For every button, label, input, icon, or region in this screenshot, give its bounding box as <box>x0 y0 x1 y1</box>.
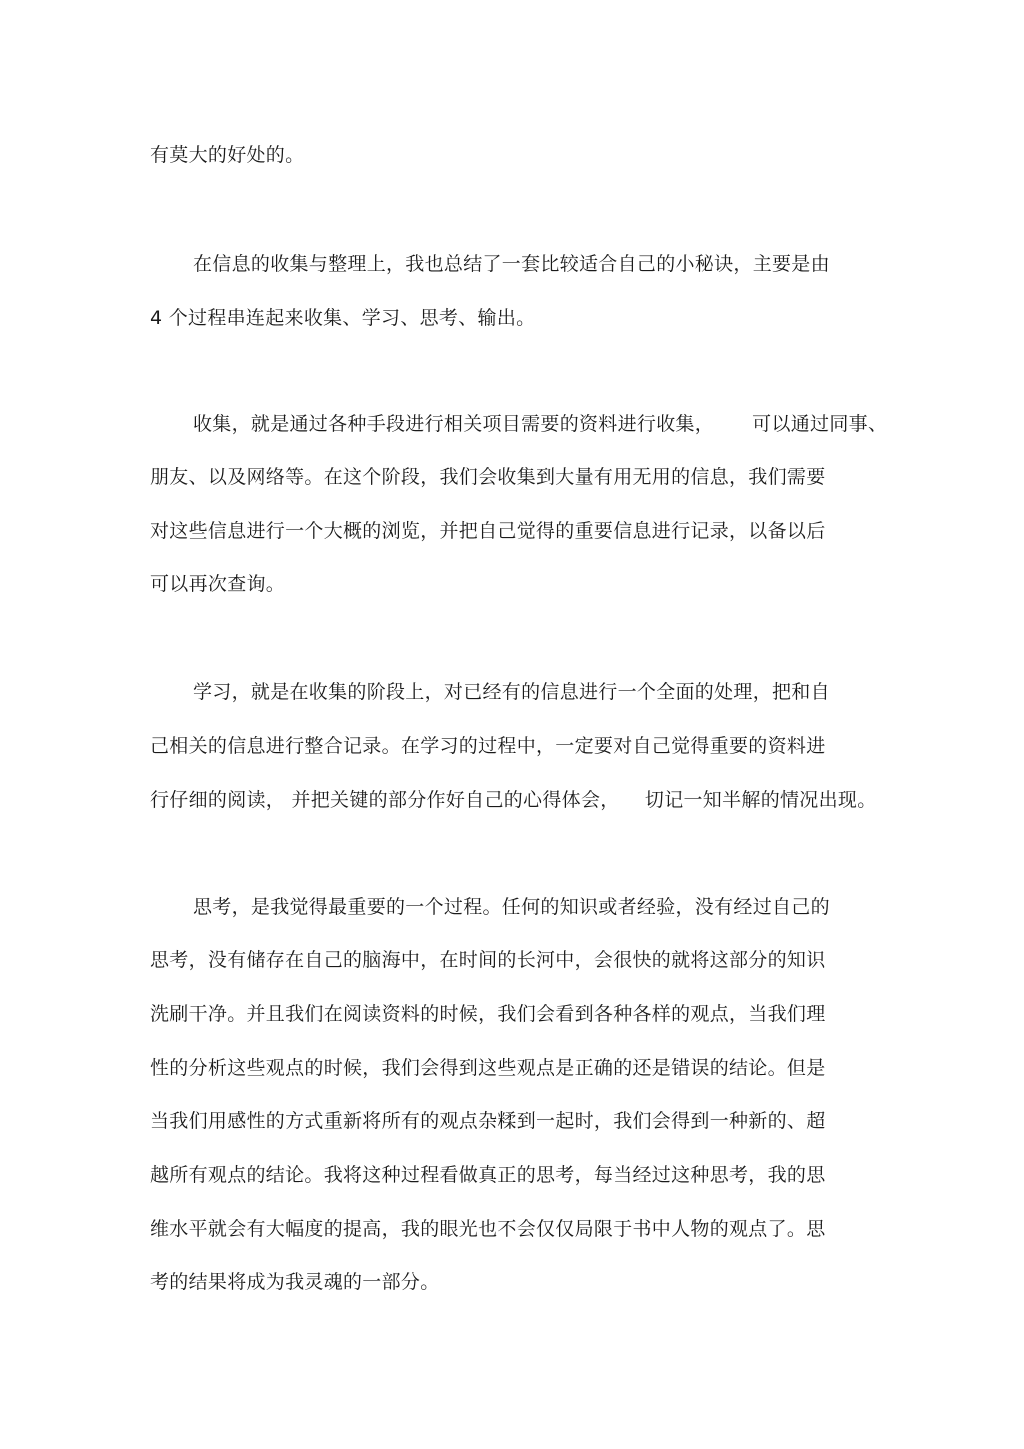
paragraph-4-line-3: 行仔细的阅读， 并把关键的部分作好自己的心得体会， 切记一知半解的情况出现。 <box>150 789 877 811</box>
paragraph-3-line-4: 可以再次查询。 <box>150 573 286 595</box>
paragraph-3-line-1: 收集，就是通过各种手段进行相关项目需要的资料进行收集， 可以通过同事、 <box>193 413 888 435</box>
paragraph-5-line-3: 洗刷干净。并且我们在阅读资料的时候，我们会看到各种各样的观点，当我们理 <box>150 1003 826 1025</box>
paragraph-5-line-5: 当我们用感性的方式重新将所有的观点杂糅到一起时，我们会得到一种新的、超 <box>150 1110 826 1132</box>
paragraph-5-line-8: 考的结果将成为我灵魂的一部分。 <box>150 1271 440 1293</box>
paragraph-5-line-1: 思考，是我觉得最重要的一个过程。任何的知识或者经验，没有经过自己的 <box>193 896 830 918</box>
paragraph-5-line-6: 越所有观点的结论。我将这种过程看做真正的思考，每当经过这种思考，我的思 <box>150 1164 826 1186</box>
paragraph-4-line-2: 己相关的信息进行整合记录。在学习的过程中，一定要对自己觉得重要的资料进 <box>150 735 826 757</box>
paragraph-5-line-4: 性的分析这些观点的时候，我们会得到这些观点是正确的还是错误的结论。但是 <box>150 1057 826 1079</box>
paragraph-5-line-2: 思考，没有储存在自己的脑海中，在时间的长河中，会很快的就将这部分的知识 <box>150 949 826 971</box>
paragraph-3-line-2: 朋友、以及网络等。在这个阶段，我们会收集到大量有用无用的信息，我们需要 <box>150 466 826 488</box>
paragraph-2-line-1: 在信息的收集与整理上，我也总结了一套比较适合自己的小秘诀，主要是由 <box>193 253 830 275</box>
paragraph-1-line-1: 有莫大的好处的。 <box>150 144 305 166</box>
paragraph-3-line-3: 对这些信息进行一个大概的浏览，并把自己觉得的重要信息进行记录，以备以后 <box>150 520 826 542</box>
paragraph-5-line-7: 维水平就会有大幅度的提高，我的眼光也不会仅仅局限于书中人物的观点了。思 <box>150 1218 826 1240</box>
paragraph-4-line-1: 学习，就是在收集的阶段上，对已经有的信息进行一个全面的处理，把和自 <box>193 681 830 703</box>
paragraph-2-line-2: 4 个过程串连起来收集、学习、思考、输出。 <box>150 307 536 329</box>
